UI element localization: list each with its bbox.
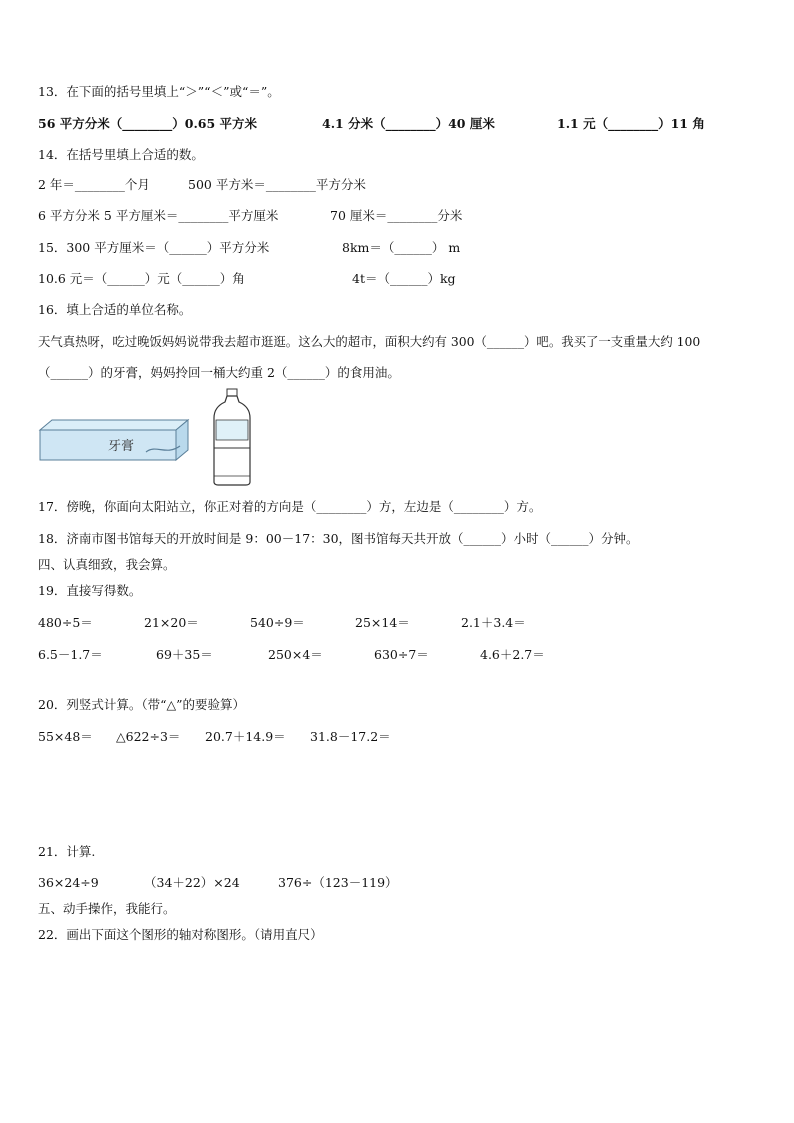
section-5-title: 五、动手操作，我能行。 — [38, 901, 176, 916]
q21-item: 376÷（123－119） — [278, 875, 398, 890]
q20-item: 55×48＝ — [38, 729, 93, 744]
q16-text-1: 天气真热呀，吃过晚饭妈妈说带我去超市逛逛。这么大的超市，面积大约有 300（______）吧。我买了一支重量大约 100 — [38, 334, 701, 349]
q21-title: 21．计算. — [38, 844, 96, 859]
q16-text-2: （______）的牙膏，妈妈拎回一桶大约重 2（______）的食用油。 — [38, 365, 400, 380]
q20-item: 20.7＋14.9＝ — [205, 729, 286, 744]
q14-item-1: 2 年＝________个月 — [38, 177, 150, 192]
q18-text: 18．济南市图书馆每天的开放时间是 9：00－17：30，图书馆每天共开放（______）小时（______）分钟。 — [38, 531, 639, 546]
q19-item: 4.6＋2.7＝ — [480, 647, 545, 662]
q19-item: 21×20＝ — [144, 615, 199, 630]
q15-item-3: 10.6 元＝（______）元（______）角 — [38, 271, 245, 286]
q20-title: 20．列竖式计算。（带“△”的要验算） — [38, 697, 246, 712]
q20-item: △622÷3＝ — [116, 729, 181, 744]
q19-item: 540÷9＝ — [250, 615, 305, 630]
q19-item: 25×14＝ — [355, 615, 410, 630]
q15-item-4: 4t＝（______）kg — [352, 271, 456, 286]
q19-item: 630÷7＝ — [374, 647, 429, 662]
q14-item-4: 70 厘米＝________分米 — [330, 208, 463, 223]
toothpaste-illustration — [38, 416, 190, 464]
q15-item-1: 15．300 平方厘米＝（______）平方分米 — [38, 240, 270, 255]
q13-title: 13．在下面的括号里填上“＞”“＜”或“＝”。 — [38, 84, 280, 99]
q16-title: 16．填上合适的单位名称。 — [38, 302, 192, 317]
q19-item: 6.5－1.7＝ — [38, 647, 103, 662]
q19-title: 19．直接写得数。 — [38, 583, 142, 598]
q19-item: 2.1＋3.4＝ — [461, 615, 526, 630]
q17-text: 17．傍晚，你面向太阳站立，你正对着的方向是（________）方，左边是（________）方。 — [38, 499, 542, 514]
toothpaste-label: 牙膏 — [108, 439, 135, 454]
oil-bottle-illustration — [212, 388, 252, 486]
section-4-title: 四、认真细致，我会算。 — [38, 557, 176, 572]
q21-item: （34＋22）×24 — [144, 875, 240, 890]
q21-item: 36×24÷9 — [38, 875, 99, 890]
q19-item: 480÷5＝ — [38, 615, 93, 630]
q14-item-2: 500 平方米＝________平方分米 — [188, 177, 366, 192]
q22-title: 22．画出下面这个图形的轴对称图形。（请用直尺） — [38, 927, 323, 942]
q13-item-3: 1.1 元（________）11 角 — [557, 116, 705, 131]
q14-title: 14．在括号里填上合适的数。 — [38, 147, 204, 162]
q19-item: 69＋35＝ — [156, 647, 213, 662]
q13-item-2: 4.1 分米（________）40 厘米 — [322, 116, 495, 131]
q19-item: 250×4＝ — [268, 647, 323, 662]
q15-item-2: 8km＝（______） m — [342, 240, 461, 255]
q14-item-3: 6 平方分米 5 平方厘米＝________平方厘米 — [38, 208, 279, 223]
q20-item: 31.8－17.2＝ — [310, 729, 391, 744]
q13-item-1: 56 平方分米（________）0.65 平方米 — [38, 116, 258, 131]
